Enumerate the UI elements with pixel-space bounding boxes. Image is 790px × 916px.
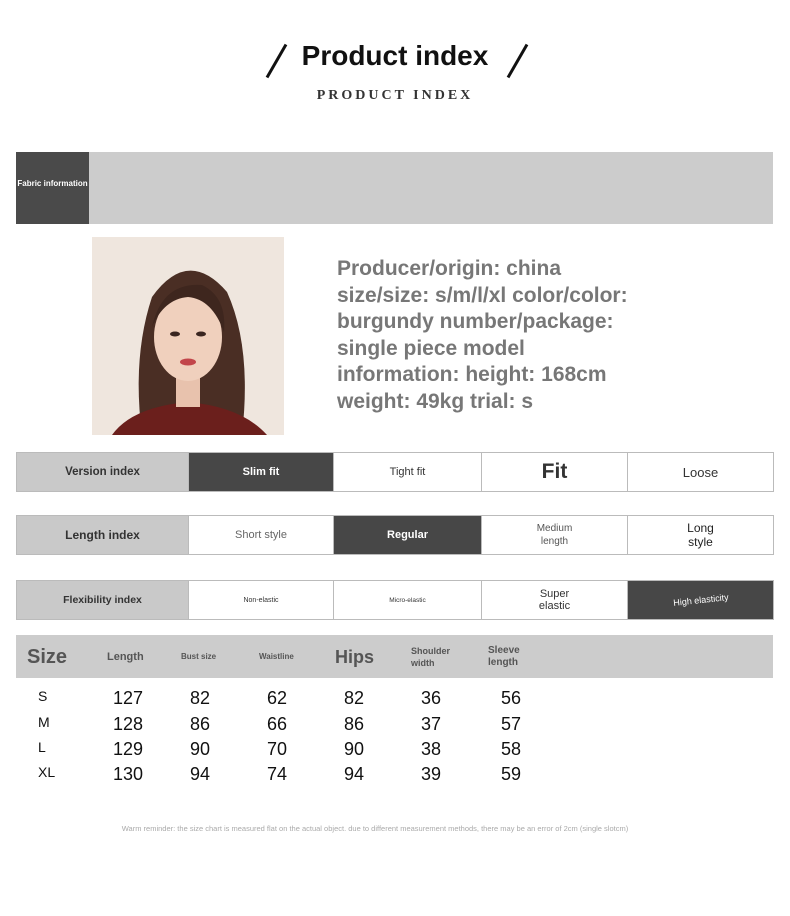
size-value-cell: 36	[421, 688, 442, 708]
col-header-hips: Hips	[335, 646, 375, 667]
size-value-cell: 90	[344, 739, 365, 759]
flex-option-high-elasticity	[627, 581, 773, 619]
size-label-cell: L	[38, 739, 46, 755]
size-value-cell: 127	[113, 688, 144, 708]
size-value-cell: 86	[190, 714, 211, 734]
flex-option-non-elastic: Non-elastic	[188, 581, 333, 619]
version-index-label: Version index	[17, 453, 188, 491]
size-value-cell: 94	[190, 764, 211, 784]
length-option-text: Medium length	[536, 523, 573, 547]
size-value-cell: 94	[344, 764, 365, 784]
info-line: information: height: 168cm	[337, 363, 607, 386]
size-value-cell: 62	[267, 688, 288, 708]
info-line: single piece model	[337, 336, 525, 360]
length-option-regular: Regular	[333, 516, 481, 554]
size-value-cell: 58	[501, 739, 522, 759]
measurement-note: Warm reminder: the size chart is measured flat on the actual object. due to different measurement methods, there may be an error of 2cm (single slotcm)	[121, 824, 629, 833]
col-header-bust-size: Bust size	[181, 651, 217, 661]
flex-option-super-elastic	[481, 581, 627, 619]
size-value-cell: 56	[501, 688, 522, 708]
flex-option-text: High elasticity	[672, 591, 729, 608]
size-value-cell: 59	[501, 764, 522, 784]
size-value-cell: 128	[113, 714, 144, 734]
size-value-cell: 129	[113, 739, 144, 759]
model-photo	[92, 237, 284, 435]
size-value-cell: 82	[190, 688, 211, 708]
page-subtitle: PRODUCT INDEX	[316, 88, 474, 103]
size-value-cell: 39	[421, 764, 442, 784]
size-value-cell: 130	[113, 764, 144, 784]
col-header-text: Sleeve length	[488, 644, 520, 668]
flexibility-index-label: Flexibility index	[17, 581, 188, 619]
col-header-length: Length	[107, 650, 144, 663]
size-label-cell: XL	[38, 764, 56, 780]
version-option-tight-fit: Tight fit	[333, 453, 481, 491]
length-index-label: Length index	[17, 516, 188, 554]
flex-option-text: Super elastic	[538, 588, 571, 612]
length-option-medium-length	[481, 516, 627, 554]
size-value-cell: 86	[344, 714, 365, 734]
info-line: Producer/origin: china	[337, 257, 562, 280]
col-header-waistline: Waistline	[259, 651, 294, 661]
product-info-text	[337, 256, 757, 415]
col-header-text: Shoulder width	[411, 645, 451, 668]
info-line: size/size: s/m/l/xl color/color:	[337, 283, 628, 307]
size-label-cell: S	[38, 688, 48, 704]
info-line: weight: 49kg trial: s	[337, 389, 534, 413]
size-label-cell: M	[38, 714, 50, 730]
col-header-sleeve-length	[488, 635, 528, 678]
fabric-info-bar	[16, 152, 773, 224]
length-index-row	[16, 515, 774, 555]
page-title: Product index	[301, 40, 489, 71]
size-value-cell: 74	[267, 764, 288, 784]
length-option-long-style	[627, 516, 773, 554]
size-value-cell: 38	[421, 739, 442, 759]
info-line: burgundy number/package:	[337, 310, 614, 333]
size-value-cell: 66	[267, 714, 288, 734]
version-option-slim-fit: Slim fit	[188, 453, 333, 491]
flex-option-micro-elastic: Micro-elastic	[333, 581, 481, 619]
version-option-fit: Fit	[481, 453, 627, 491]
length-option-short-style	[188, 516, 333, 554]
size-value-cell: 57	[501, 714, 522, 734]
version-index-row	[16, 452, 774, 492]
length-option-text: Long style	[687, 521, 714, 549]
length-option-text: Short style	[235, 528, 287, 541]
col-header-shoulder-width	[411, 635, 461, 678]
col-header-size: Size	[27, 645, 68, 668]
size-value-cell: 82	[344, 688, 365, 708]
flexibility-index-row	[16, 580, 774, 620]
fabric-info-label: Fabric information	[17, 179, 88, 188]
size-value-cell: 90	[190, 739, 211, 759]
version-option-loose: Loose	[627, 453, 773, 491]
size-value-cell: 70	[267, 739, 288, 759]
size-value-cell: 37	[421, 714, 442, 734]
